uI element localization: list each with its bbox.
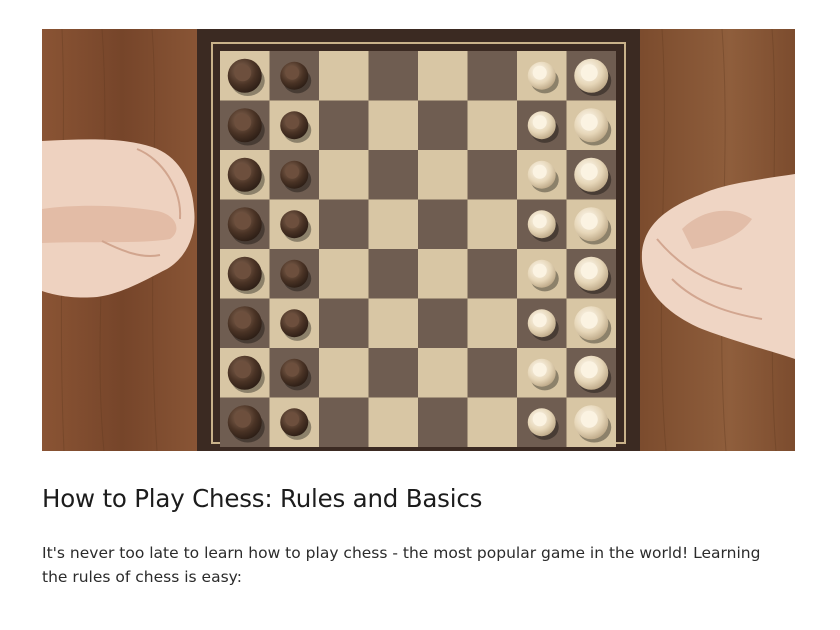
board-square <box>369 299 419 349</box>
intro-paragraph: It's never too late to learn how to play chess - the most popular game in the world! Learning the rules of chess is easy: <box>42 544 761 586</box>
board-square <box>319 150 369 200</box>
board-square <box>369 150 419 200</box>
board-square <box>369 101 419 151</box>
board-square <box>468 299 518 349</box>
board-square <box>369 200 419 250</box>
board-square <box>369 348 419 398</box>
board-square <box>319 51 369 101</box>
board-square <box>418 200 468 250</box>
board-square <box>468 398 518 448</box>
board-square <box>369 398 419 448</box>
board-square <box>369 249 419 299</box>
page-title: How to Play Chess: Rules and Basics <box>42 484 483 513</box>
board-square <box>319 348 369 398</box>
chess-scene <box>42 29 795 451</box>
board-square <box>468 200 518 250</box>
board-square <box>418 150 468 200</box>
board-square <box>319 398 369 448</box>
board-square <box>468 101 518 151</box>
board-square <box>418 398 468 448</box>
board-square <box>468 51 518 101</box>
board-square <box>468 348 518 398</box>
board-square <box>468 150 518 200</box>
board-square <box>369 51 419 101</box>
chessboard <box>220 51 616 447</box>
board-square <box>468 249 518 299</box>
board-square <box>319 299 369 349</box>
board-square <box>418 348 468 398</box>
board-square <box>418 51 468 101</box>
hero-image <box>42 29 795 451</box>
board-square <box>418 299 468 349</box>
board-square <box>319 200 369 250</box>
board-square <box>319 101 369 151</box>
board-square <box>418 101 468 151</box>
board-square <box>418 249 468 299</box>
board-square <box>319 249 369 299</box>
